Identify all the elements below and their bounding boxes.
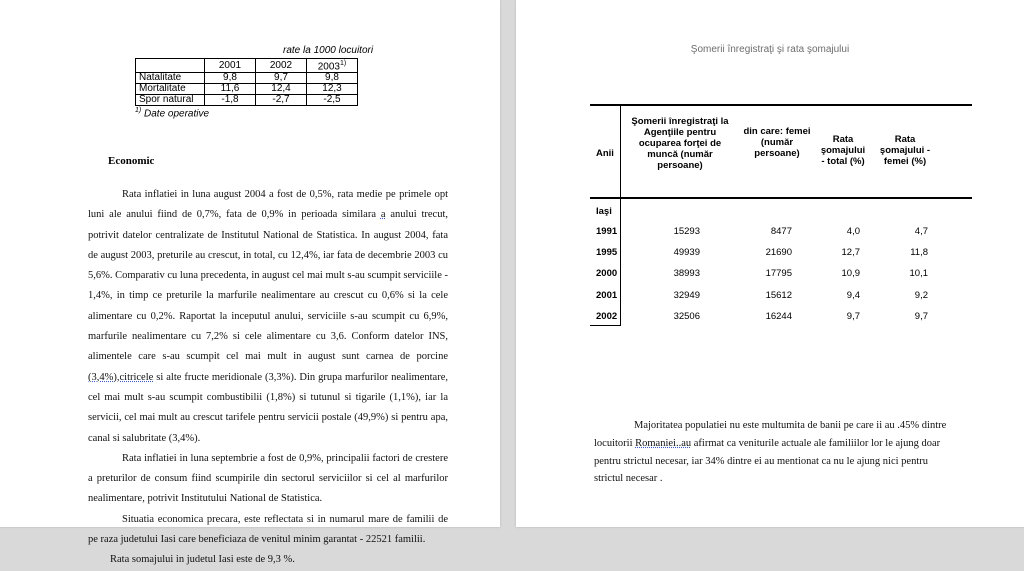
section-heading: Economic bbox=[108, 155, 155, 167]
column-header-women: din care: femei (număr persoane) bbox=[743, 126, 811, 159]
paragraph: Situatia economica precara, este reflectata si in numarul mare de familii de pe raza judetului Iasi care beneficiaza de venitul minim garantat - 22521 familii. bbox=[88, 513, 448, 546]
header-cell: 2002 bbox=[256, 59, 307, 73]
table-row: 2001 32949 15612 9,4 9,2 bbox=[596, 290, 928, 301]
body-text bbox=[594, 417, 958, 488]
header-footnote-mark: 1) bbox=[340, 60, 347, 67]
document-page-right bbox=[516, 0, 1024, 527]
table-row: 1991 15293 8477 4,0 4,7 bbox=[596, 226, 928, 237]
paragraph: Rata somajului in judetul Iasi este de 9,3 %. bbox=[110, 554, 295, 566]
table-row: Spor natural -1,8 -2,7 -2,5 bbox=[136, 95, 358, 106]
table-caption: rate la 1000 locuitori bbox=[283, 45, 374, 56]
paragraph: Rata inflatiei in luna august 2004 a fost de 0,5%, rata medie pe primele opt luni ale anului fiind de 0,7%, fata de 0,9% in perioada similara a anului trecut, potrivit datelor centralizate de Institutul National de Statistica. In august 2004, fata de august 2003, preturile au crescut, in total, cu 12,4%, iar fata de decembrie 2003 cu 5,6%. Comparativ cu luna precedenta, in august cel mai mult s-au scumpit serviciile - 1,4%, in timp ce preturile la marfurile nealimentare au crescut cu 0,6% si la cele alimentare cu 0,2%. Raportat la inceputul anului, serviciile s-au scumpit cu 6,9%, marfurile nealimentare cu 7,2% si cele alimentare cu 3,6. Conform datelor INS, alimentele care s-au scumpit cel mai mult in august sunt carnea de porcine (3,4%),citricele si alte fructe meridionale (3,3%). Din grupa marfurilor nealimentare, cel mai mult s-au scumpit combustibilii (1,8%) si tutunul si tigarile (1,1%), iar la servicii, cel mai mult au crescut tarifele pentru servicii postale (49,9%) si pentru apa, canal si salubritate (3,4%). bbox=[88, 189, 448, 444]
table-row: 2002 32506 16244 9,7 9,7 bbox=[596, 311, 928, 322]
table-header-row bbox=[136, 59, 358, 73]
body-text bbox=[88, 185, 448, 571]
column-header-rate-total: Rata şomajului - total (%) bbox=[820, 134, 866, 167]
footnote: $^{1)}$ Date operative bbox=[135, 107, 210, 120]
column-header-rate-women: Rata şomajului - femei (%) bbox=[879, 134, 931, 167]
column-header-year: Anii bbox=[596, 148, 614, 159]
column-header-registered: Şomerii înregistraţi la Agenţiile pentru ocuparea forţei de muncă (număr persoane) bbox=[631, 116, 729, 171]
paragraph: Majoritatea populatiei nu este multumita de banii pe care ii au .45% dintre locuitorii Romaniei..au afirmat ca veniturile actuale ale familiilor lor le ajung doar pentru strictul necesar, iar 34% dintre ei au mentionat ca nu le ajung nici pentru strictul necesar . bbox=[594, 420, 947, 485]
table-row: 2000 38993 17795 10,9 10,1 bbox=[596, 268, 928, 279]
demographics-table bbox=[135, 58, 358, 106]
paragraph: Rata inflatiei in luna septembrie a fost de 0,9%, principalii factori de crestere a preturilor de consum fiind scumpirile din sectorul serviciilor si cel al marfurilor nealimentare, potrivit Institutului National de Statistica. bbox=[88, 452, 448, 505]
table-row: Mortalitate 11,6 12,4 12,3 bbox=[136, 84, 358, 95]
header-cell: 2001 bbox=[205, 59, 256, 73]
table-row: 1995 49939 21690 12,7 11,8 bbox=[596, 247, 928, 258]
table-title: Şomerii înregistraţi şi rata şomajului bbox=[690, 44, 850, 55]
document-page-left bbox=[0, 0, 500, 566]
table-row-region: Iaşi bbox=[596, 206, 612, 217]
table-row: Natalitate 9,8 9,7 9,8 bbox=[136, 73, 358, 84]
header-cell: 2003$^{1)}$ bbox=[307, 59, 358, 73]
